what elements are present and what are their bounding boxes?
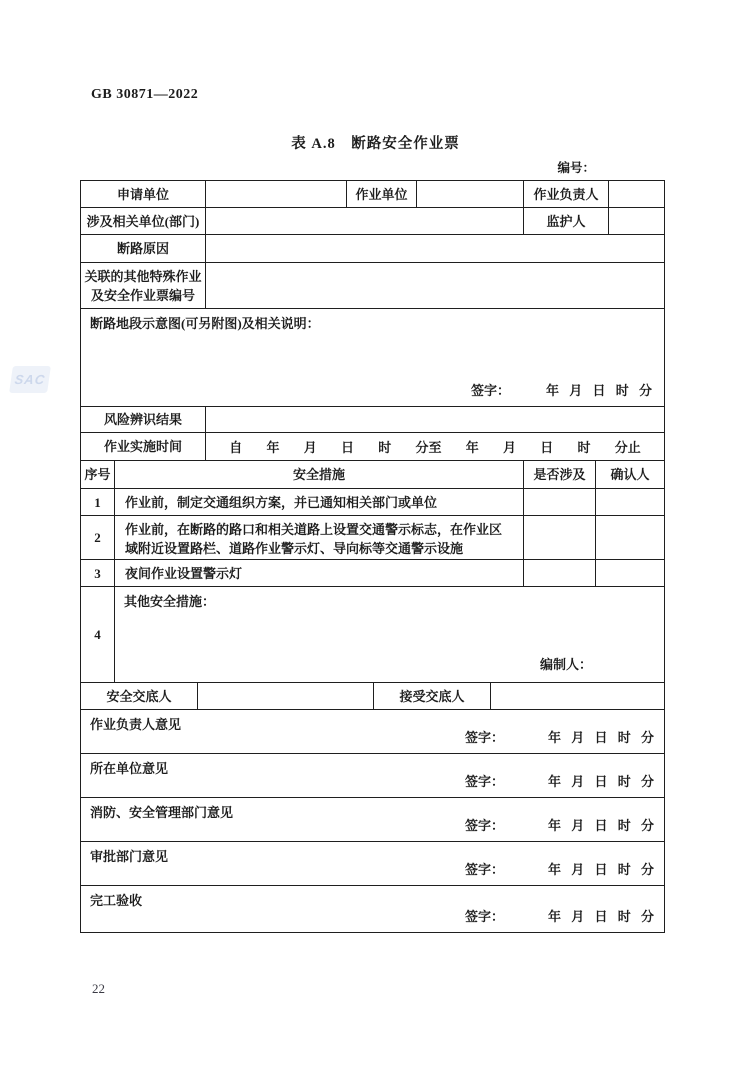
briefing-giver-value xyxy=(198,683,374,709)
sign-label: 签字： xyxy=(464,909,504,924)
work-unit-value xyxy=(417,181,524,207)
compiler-label: 编制人： xyxy=(539,657,592,672)
col-header-involved: 是否涉及 xyxy=(524,461,596,488)
briefing-giver-label: 安全交底人 xyxy=(81,683,198,709)
sign-date-parts: 年 月 日 时 分 xyxy=(547,818,654,833)
opinion-cell xyxy=(81,754,664,797)
col-header-confirmer: 确认人 xyxy=(610,467,650,482)
row-risk xyxy=(81,407,664,433)
row-opinion-approval-dept xyxy=(81,842,664,886)
guardian-label: 监护人 xyxy=(524,208,609,234)
measure-involved-value xyxy=(524,516,596,559)
table-title: 表 A.8 断路安全作业票 xyxy=(291,136,460,152)
measure-involved-value xyxy=(524,560,596,586)
sign-date-parts: 年 月 日 时 分 xyxy=(547,730,654,745)
sketch-cell xyxy=(81,309,664,406)
related-permits-label-line1: 关联的其他特殊作业 xyxy=(84,268,202,284)
row-briefing xyxy=(81,683,664,710)
risk-result-value xyxy=(206,407,664,432)
sign-label: 签字： xyxy=(464,862,504,877)
row-related-permits xyxy=(81,263,664,309)
briefing-receiver-label: 接受交底人 xyxy=(374,683,491,709)
col-header-no: 序号 xyxy=(81,461,115,488)
related-permits-label xyxy=(81,263,206,308)
sign-label: 签字： xyxy=(470,383,510,398)
break-reason-label: 断路原因 xyxy=(81,235,206,262)
measure-row-3 xyxy=(81,560,664,587)
briefing-receiver-value xyxy=(491,683,664,709)
work-time-label: 作业实施时间 xyxy=(81,433,206,460)
opinion-cell xyxy=(81,710,664,753)
related-unit-value xyxy=(206,208,524,234)
measure-involved-value xyxy=(524,489,596,515)
sign-date-parts: 年 月 日 时 分 xyxy=(547,909,654,924)
opinion-label: 审批部门意见 xyxy=(90,849,169,864)
sign-label: 签字： xyxy=(464,818,504,833)
sign-date-parts: 年 月 日 时 分 xyxy=(547,774,654,789)
measure-text: 作业前，在断路的路口和相关道路上设置交通警示标志，在作业区域附近设置路栏、道路作业警示灯、导向标等交通警示设施 xyxy=(115,516,524,559)
col-header-measure: 安全措施 xyxy=(115,461,524,488)
risk-result-label: 风险辨识结果 xyxy=(81,407,206,432)
signature-line xyxy=(81,727,664,746)
opinion-cell xyxy=(81,798,664,841)
applicant-unit-value xyxy=(206,181,347,207)
opinion-label: 作业负责人意见 xyxy=(90,717,182,732)
measure-no: 3 xyxy=(81,560,115,586)
measure-no: 2 xyxy=(81,516,115,559)
applicant-unit-label: 申请单位 xyxy=(81,181,206,207)
sketch-signature-line xyxy=(81,380,664,399)
row-opinion-own-unit xyxy=(81,754,664,798)
measure-text: 作业前，制定交通组织方案，并已通知相关部门或单位 xyxy=(115,489,524,515)
measure-text: 夜间作业设置警示灯 xyxy=(115,560,524,586)
sign-date-parts: 年 月 日 时 分 xyxy=(545,383,652,398)
opinion-label: 消防、安全管理部门意见 xyxy=(90,805,234,820)
related-unit-label: 涉及相关单位(部门) xyxy=(81,208,206,234)
row-related-units xyxy=(81,208,664,235)
measures-header-row xyxy=(81,461,664,489)
sign-label: 签字： xyxy=(464,730,504,745)
work-time-value: 自 年 月 日 时 分至 年 月 日 时 分止 xyxy=(229,440,641,455)
signature-line xyxy=(81,815,664,834)
measure-confirmer-value xyxy=(596,489,664,515)
row-applicant xyxy=(81,181,664,208)
row-opinion-work-leader xyxy=(81,710,664,754)
related-permits-value xyxy=(206,263,664,308)
measure-row-2 xyxy=(81,516,664,560)
signature-line xyxy=(81,906,664,925)
permit-number-label: 编号： xyxy=(557,161,595,175)
standard-code: GB 30871—2022 xyxy=(91,87,199,102)
measure-no: 4 xyxy=(81,587,115,682)
opinion-cell xyxy=(81,842,664,885)
work-unit-label: 作业单位 xyxy=(347,181,417,207)
other-measures-cell xyxy=(115,587,664,682)
measure-confirmer-value xyxy=(596,560,664,586)
signature-line xyxy=(81,771,664,790)
row-sketch xyxy=(81,309,664,407)
other-measures-label: 其他安全措施： xyxy=(124,594,216,609)
guardian-value xyxy=(609,208,664,234)
sign-date-parts: 年 月 日 时 分 xyxy=(547,862,654,877)
row-break-reason xyxy=(81,235,664,263)
sketch-label: 断路地段示意图(可另附图)及相关说明： xyxy=(90,316,320,331)
measure-confirmer-value xyxy=(596,516,664,559)
opinion-label: 完工验收 xyxy=(90,893,143,908)
row-completion-acceptance xyxy=(81,886,664,932)
opinion-cell xyxy=(81,886,664,932)
related-permits-label-line2: 及安全作业票编号 xyxy=(90,287,195,303)
opinion-label: 所在单位意见 xyxy=(90,761,169,776)
signature-line xyxy=(81,859,664,878)
row-opinion-fire-safety xyxy=(81,798,664,842)
measure-no: 1 xyxy=(81,489,115,515)
work-leader-label: 作业负责人 xyxy=(524,181,609,207)
row-work-time xyxy=(81,433,664,461)
sac-watermark-logo: SAC xyxy=(9,366,51,393)
measure-row-1 xyxy=(81,489,664,516)
break-reason-value xyxy=(206,235,664,262)
work-permit-form xyxy=(80,180,665,933)
work-leader-value xyxy=(609,181,664,207)
page-number: 22 xyxy=(92,981,105,996)
sign-label: 签字： xyxy=(464,774,504,789)
measure-row-4 xyxy=(81,587,664,683)
